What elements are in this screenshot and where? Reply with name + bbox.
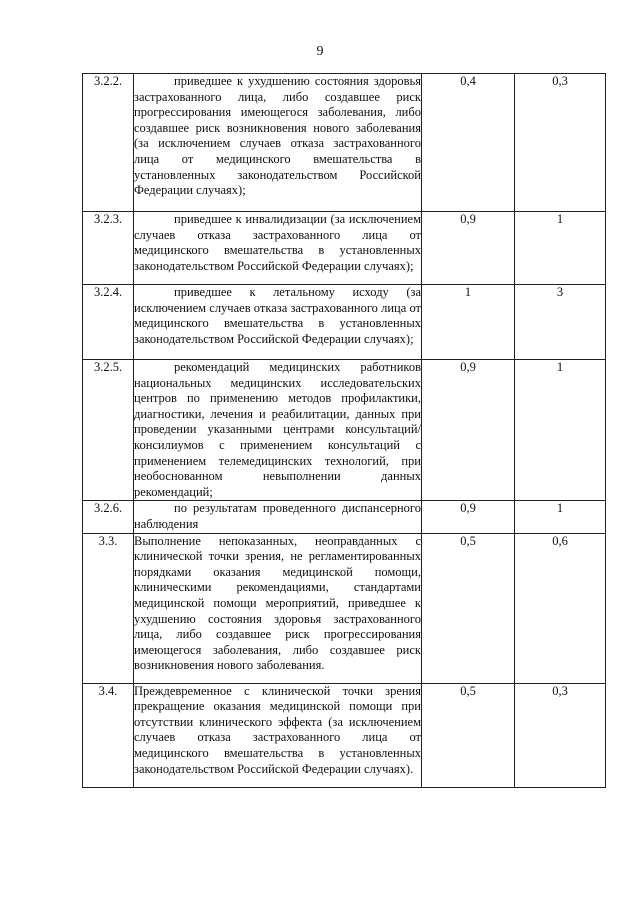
- row-number: 3.2.6.: [83, 501, 134, 533]
- page-number: 9: [316, 44, 324, 59]
- row-number: 3.2.4.: [83, 285, 134, 360]
- row-description: приведшее к летальному исходу (за исключением случаев отказа застрахованного лица от медицинского вмешательства в установленных законодательством Российской Федерации случаях);: [134, 285, 421, 346]
- row-number: 3.2.2.: [83, 74, 134, 212]
- coefficient-1: 0,9: [422, 360, 515, 501]
- coefficient-1: 0,4: [422, 74, 515, 212]
- coefficient-1: 0,9: [422, 501, 515, 533]
- row-description: рекомендаций медицинских работников национальных медицинских исследовательских центров по применению методов профилактики, диагностики, лечения и реабилитации, данных при проведении указанными центрами консультаций/консилиумов с применением консультаций с применением телемедицинских технологий, при необоснованном невыполнении данных рекомендаций;: [134, 360, 421, 499]
- table-row: [83, 360, 606, 501]
- row-number: 3.2.3.: [83, 212, 134, 285]
- table-row: [83, 533, 606, 683]
- coefficient-1: 1: [422, 285, 515, 360]
- row-description: приведшее к ухудшению состояния здоровья застрахованного лица, либо создавшее риск прогрессирования имеющегося заболевания, либо создавшее риск возникновения нового заболевания (за исключением случаев отказа застрахованного лица от медицинского вмешательства в установленных законодательством Российской Федерации случаях);: [134, 74, 421, 198]
- penalty-coefficients-table: [82, 73, 606, 788]
- coefficient-2: 0,3: [515, 74, 606, 212]
- coefficient-2: 3: [515, 285, 606, 360]
- table-row: [83, 501, 606, 533]
- coefficient-1: 0,5: [422, 683, 515, 787]
- row-description: Преждевременное с клинической точки зрения прекращение оказания медицинской помощи при отсутствии клинического эффекта (за исключением случаев отказа застрахованного лица от медицинского вмешательства в установленных законодательством Российской Федерации случаях).: [134, 683, 421, 776]
- coefficient-2: 1: [515, 360, 606, 501]
- row-description: Выполнение непоказанных, неоправданных с клинической точки зрения, не регламентированных порядками оказания медицинской помощи, клиническими рекомендациями, стандартами медицинской помощи мероприятий, приведшее к ухудшению состояния здоровья застрахованного лица, либо создавшее риск прогрессирования имеющегося заболевания, либо создавшее риск возникновения нового заболевания.: [134, 533, 421, 673]
- row-description: приведшее к инвалидизации (за исключением случаев отказа застрахованного лица от медицинского вмешательства в установленных законодательством Российской Федерации случаях);: [134, 212, 421, 273]
- table-row: [83, 285, 606, 360]
- row-description: по результатам проведенного диспансерного наблюдения: [134, 501, 421, 531]
- row-number: 3.4.: [83, 683, 134, 787]
- table-row: [83, 74, 606, 212]
- row-number: 3.3.: [83, 533, 134, 683]
- table-row: [83, 212, 606, 285]
- coefficient-2: 0,3: [515, 683, 606, 787]
- coefficient-2: 1: [515, 501, 606, 533]
- coefficient-1: 0,9: [422, 212, 515, 285]
- coefficient-2: 1: [515, 212, 606, 285]
- coefficient-1: 0,5: [422, 533, 515, 683]
- table-row: [83, 683, 606, 787]
- coefficient-2: 0,6: [515, 533, 606, 683]
- row-number: 3.2.5.: [83, 360, 134, 501]
